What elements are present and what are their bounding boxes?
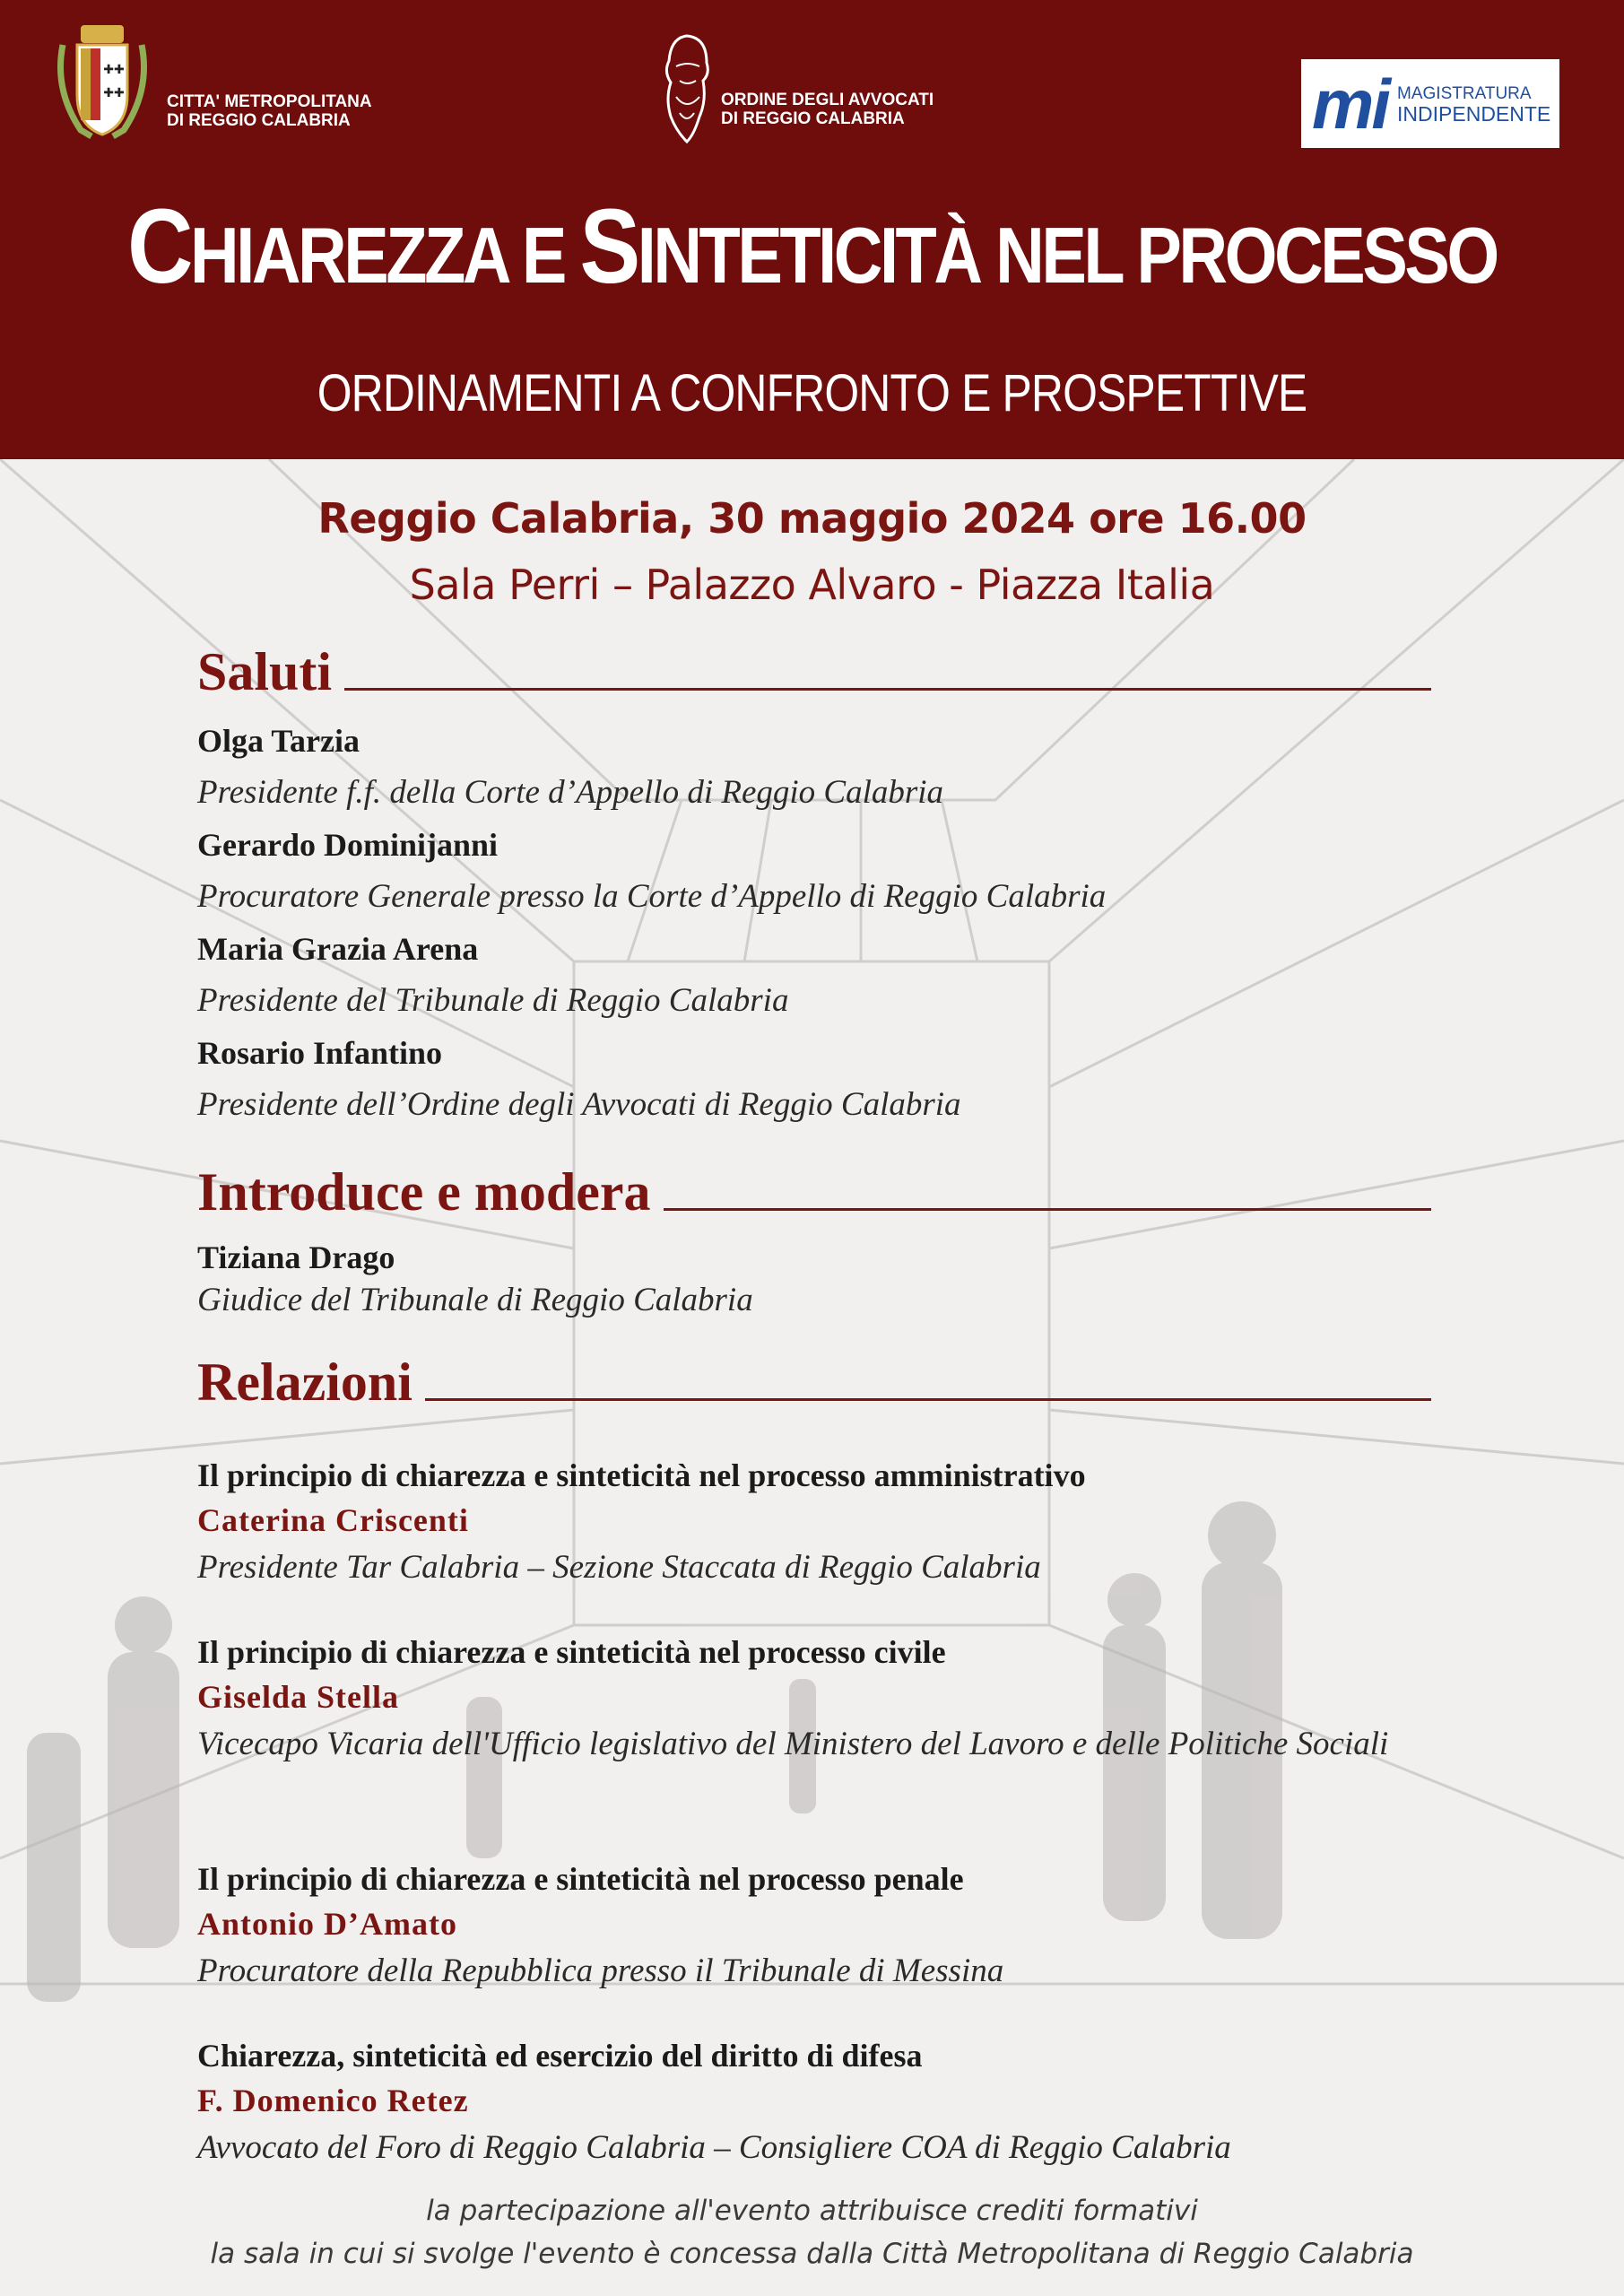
saluti-list <box>197 715 1471 1131</box>
mi-line1: MAGISTRATURA <box>1397 83 1532 103</box>
mi-mark: mi <box>1312 64 1389 144</box>
mi-line2: INDIPENDENTE <box>1397 101 1551 126</box>
talk-speaker-role: Procuratore della Repubblica presso il Tribunale di Messina <box>197 1952 1004 1989</box>
title-initial-1: C <box>127 187 191 306</box>
talk-item <box>197 1857 1453 1996</box>
event-date: Reggio Calabria, 30 maggio 2024 ore 16.00 <box>317 494 1307 543</box>
talk-title: Il principio di chiarezza e sinteticità nel processo penale <box>197 1861 964 1897</box>
city-caption-line2: DI REGGIO CALABRIA <box>167 111 351 130</box>
talk-speaker-role: Presidente Tar Calabria – Sezione Staccata di Reggio Calabria <box>197 1549 1041 1586</box>
talk-title: Chiarezza, sinteticità ed esercizio del diritto di difesa <box>197 2038 923 2074</box>
bar-caption-line2: DI REGGIO CALABRIA <box>721 109 905 128</box>
talk-item <box>197 1630 1453 1770</box>
talk-speaker: Antonio D’Amato <box>197 1906 457 1942</box>
footer-credits-note: la partecipazione all'evento attribuisce crediti formativi <box>426 2195 1198 2227</box>
event-subtitle: ORDINAMENTI A CONFRONTO E PROSPETTIVE <box>317 364 1307 422</box>
section-relazioni <box>197 1352 1431 1412</box>
city-logo <box>45 18 372 149</box>
speaker-name: Rosario Infantino <box>197 1035 443 1071</box>
footer-notes <box>0 2189 1624 2275</box>
section-rule <box>344 688 1431 691</box>
talk-speaker: Caterina Criscenti <box>197 1502 469 1538</box>
section-rule <box>664 1208 1432 1211</box>
moderator-role: Giudice del Tribunale di Reggio Calabria <box>197 1282 753 1318</box>
svg-text:✚✚: ✚✚ <box>103 64 125 77</box>
speaker-role: Presidente del Tribunale di Reggio Calabria <box>197 982 789 1019</box>
talk-speaker: F. Domenico Retez <box>197 2083 469 2118</box>
city-caption-line1: CITTA' METROPOLITANA <box>167 92 372 111</box>
speaker-role: Presidente f.f. della Corte d’Appello di Reggio Calabria <box>197 774 944 811</box>
bar-caption-line1: ORDINE DEGLI AVVOCATI <box>721 91 934 109</box>
title-initial-2: S <box>579 187 638 306</box>
relazioni-heading: Relazioni <box>197 1352 413 1412</box>
speaker-name: Maria Grazia Arena <box>197 931 479 967</box>
speaker-name: Gerardo Dominijanni <box>197 827 499 863</box>
talk-speaker-role: Vicecapo Vicaria dell'Ufficio legislativo del Ministero del Lavoro e delle Politiche Sociali <box>197 1726 1389 1762</box>
moderatore-heading: Introduce e modera <box>197 1162 651 1222</box>
talk-title: Il principio di chiarezza e sinteticità nel processo amministrativo <box>197 1457 1086 1493</box>
bar-association-logo <box>660 30 934 147</box>
section-rule <box>425 1398 1431 1401</box>
header-band <box>0 0 1624 459</box>
city-crest-icon <box>45 18 160 149</box>
footer-venue-note: la sala in cui si svolge l'evento è concessa dalla Città Metropolitana di Reggio Calabria <box>210 2238 1414 2270</box>
talk-speaker-role: Avvocato del Foro di Reggio Calabria – Consigliere COA di Reggio Calabria <box>197 2129 1231 2166</box>
speaker-role: Procuratore Generale presso la Corte d’Appello di Reggio Calabria <box>197 878 1107 915</box>
speaker-role: Presidente dell’Ordine degli Avvocati di Reggio Calabria <box>197 1086 961 1123</box>
speaker-name: Olga Tarzia <box>197 723 360 759</box>
section-moderatore <box>197 1162 1431 1222</box>
section-saluti <box>197 642 1431 701</box>
talk-item <box>197 1453 1453 1593</box>
magistratura-indipendente-logo <box>1301 59 1559 148</box>
bearded-head-icon <box>660 30 716 147</box>
moderator-name: Tiziana Drago <box>197 1239 395 1275</box>
saluti-heading: Saluti <box>197 642 333 701</box>
event-title <box>114 188 1510 314</box>
talk-item <box>197 2033 1453 2173</box>
talk-title: Il principio di chiarezza e sinteticità nel processo civile <box>197 1634 946 1670</box>
svg-text:✚✚: ✚✚ <box>103 87 125 100</box>
title-word-2: INTETICITÀ NEL PROCESSO <box>637 211 1497 300</box>
talk-speaker: Giselda Stella <box>197 1679 400 1715</box>
moderatore-entry <box>197 1236 1471 1322</box>
event-venue: Sala Perri – Palazzo Alvaro - Piazza Italia <box>409 561 1215 609</box>
title-word-1: HIAREZZA E <box>190 211 580 300</box>
